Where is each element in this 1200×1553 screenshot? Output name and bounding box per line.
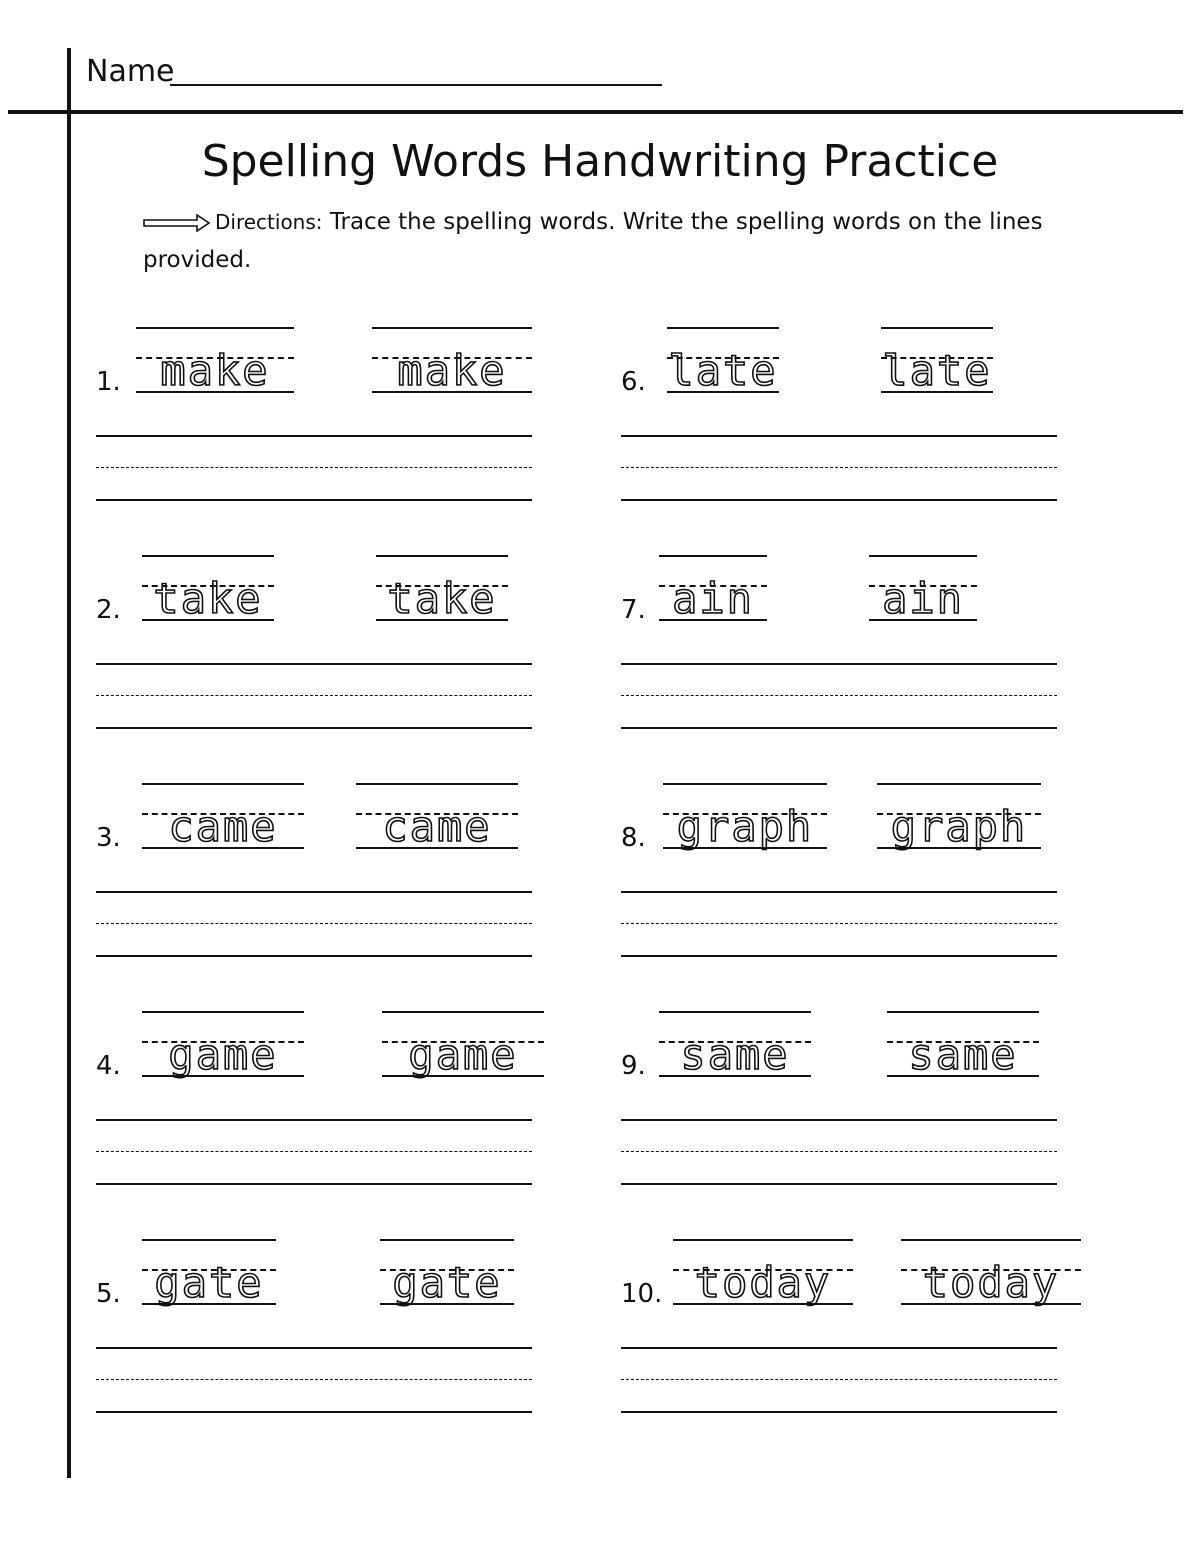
trace-word: gate — [380, 1239, 514, 1319]
item-number: 8. — [621, 823, 646, 853]
arrow-right-icon — [143, 214, 211, 232]
directions-text: Trace the spelling words. Write the spelling words on the lines provided. — [143, 209, 1043, 273]
write-line[interactable] — [96, 1119, 532, 1121]
spelling-item — [621, 1011, 1061, 1211]
name-label: Name — [86, 54, 175, 89]
item-number: 9. — [621, 1051, 646, 1081]
item-number: 4. — [96, 1051, 121, 1081]
spelling-item — [621, 327, 1061, 527]
trace-word: today — [673, 1239, 853, 1319]
trace-word: today — [901, 1239, 1081, 1319]
trace-word: game — [382, 1011, 544, 1091]
trace-word: game — [142, 1011, 304, 1091]
trace-word: take — [376, 555, 508, 635]
trace-word: graph — [663, 783, 827, 863]
trace-word: ain — [659, 555, 767, 635]
spelling-item — [621, 1239, 1061, 1439]
trace-word: came — [356, 783, 518, 863]
trace-word: make — [136, 327, 294, 407]
trace-word: take — [142, 555, 274, 635]
margin-rule — [67, 48, 71, 1478]
trace-word: graph — [877, 783, 1041, 863]
spelling-item — [96, 783, 536, 983]
spelling-item — [96, 555, 536, 755]
trace-word: late — [881, 327, 993, 407]
worksheet-title: Spelling Words Handwriting Practice — [201, 136, 999, 187]
item-number: 3. — [96, 823, 121, 853]
name-input-line[interactable] — [170, 84, 662, 86]
write-line[interactable] — [621, 435, 1057, 437]
spelling-item — [621, 783, 1061, 983]
item-number: 7. — [621, 595, 646, 625]
directions — [143, 203, 1083, 279]
trace-word: same — [887, 1011, 1039, 1091]
write-line[interactable] — [621, 1119, 1057, 1121]
write-line[interactable] — [96, 1347, 532, 1349]
write-line[interactable] — [621, 891, 1057, 893]
item-number: 10. — [621, 1279, 663, 1309]
write-line[interactable] — [621, 663, 1057, 665]
directions-label: Directions: — [215, 210, 323, 234]
spelling-item — [621, 555, 1061, 755]
trace-word: came — [142, 783, 304, 863]
item-number: 6. — [621, 367, 646, 397]
write-line[interactable] — [96, 435, 532, 437]
trace-word: late — [667, 327, 779, 407]
write-line[interactable] — [621, 1347, 1057, 1349]
trace-word: make — [372, 327, 532, 407]
item-number: 2. — [96, 595, 121, 625]
spelling-item — [96, 1011, 536, 1211]
item-number: 5. — [96, 1279, 121, 1309]
trace-word: gate — [142, 1239, 276, 1319]
item-number: 1. — [96, 367, 121, 397]
write-line[interactable] — [96, 663, 532, 665]
spelling-item — [96, 327, 536, 527]
spelling-item — [96, 1239, 536, 1439]
write-line[interactable] — [96, 891, 532, 893]
header-rule — [8, 110, 1183, 114]
trace-word: same — [659, 1011, 811, 1091]
trace-word: ain — [869, 555, 977, 635]
